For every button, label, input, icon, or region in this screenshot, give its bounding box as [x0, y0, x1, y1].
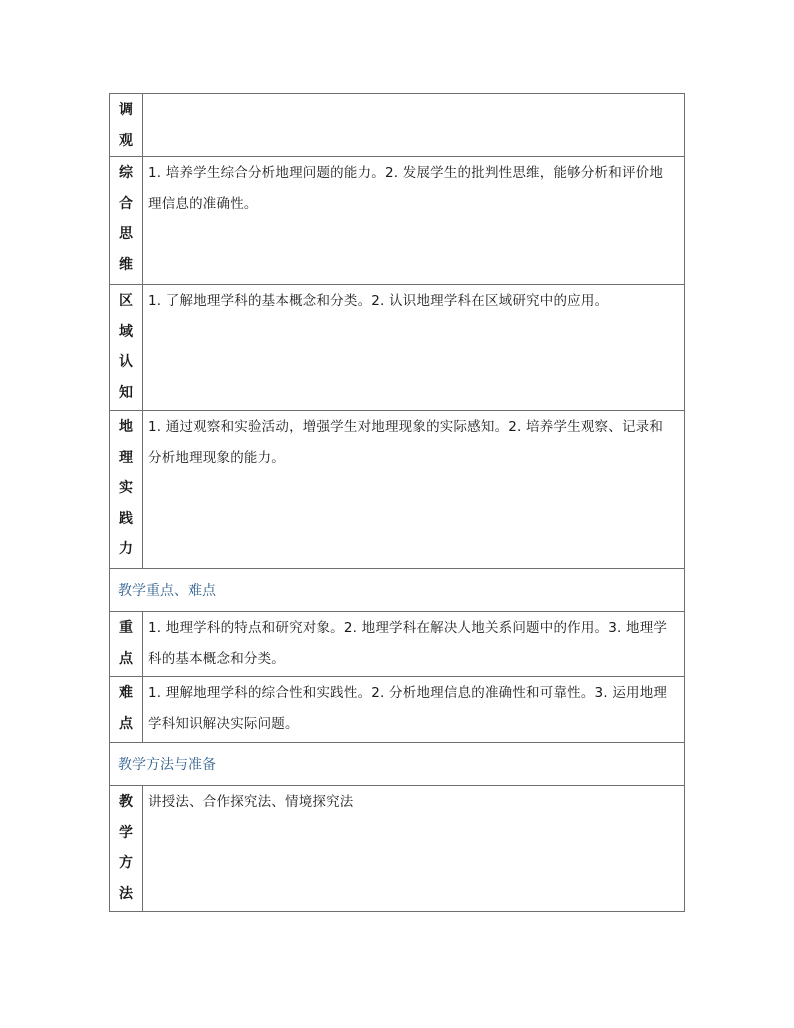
table-row	[110, 94, 685, 157]
row-content: 1. 培养学生综合分析地理问题的能力。2. 发展学生的批判性思维，能够分析和评价地理信息的准确性。	[143, 157, 685, 285]
lesson-plan-table	[109, 93, 685, 912]
table-row	[110, 677, 685, 743]
row-label: 难 点	[110, 677, 143, 743]
row-content: 1. 了解地理学科的基本概念和分类。2. 认识地理学科在区域研究中的应用。	[143, 285, 685, 411]
section-row	[110, 569, 685, 612]
row-content: 讲授法、合作探究法、情境探究法	[143, 786, 685, 912]
table-row	[110, 411, 685, 569]
row-label: 教 学 方 法	[110, 786, 143, 912]
row-label: 调 观	[110, 94, 143, 157]
row-label: 区 域 认 知	[110, 285, 143, 411]
row-label: 综 合 思 维	[110, 157, 143, 285]
row-content: 1. 地理学科的特点和研究对象。2. 地理学科在解决人地关系问题中的作用。3. 地理学科的基本概念和分类。	[143, 612, 685, 677]
table-row	[110, 786, 685, 912]
row-content: 1. 理解地理学科的综合性和实践性。2. 分析地理信息的准确性和可靠性。3. 运用地理学科知识解决实际问题。	[143, 677, 685, 743]
row-label: 重 点	[110, 612, 143, 677]
table-row	[110, 612, 685, 677]
section-title-methods: 教学方法与准备	[110, 743, 685, 786]
table-row	[110, 157, 685, 285]
row-content: 1. 通过观察和实验活动，增强学生对地理现象的实际感知。2. 培养学生观察、记录和分析地理现象的能力。	[143, 411, 685, 569]
section-row	[110, 743, 685, 786]
row-label: 地 理 实 践 力	[110, 411, 143, 569]
row-content	[143, 94, 685, 157]
table-row	[110, 285, 685, 411]
section-title-key-points: 教学重点、难点	[110, 569, 685, 612]
